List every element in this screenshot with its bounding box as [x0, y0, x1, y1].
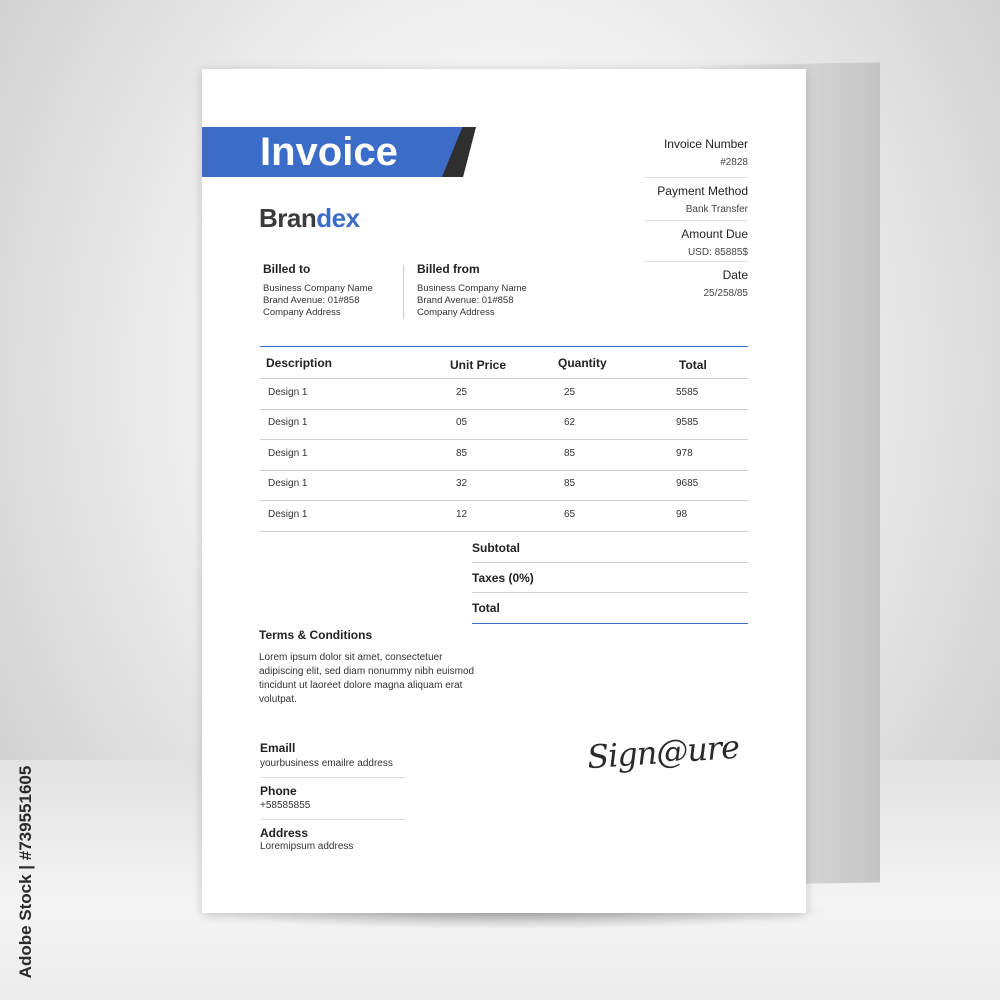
meta-value: Bank Transfer	[685, 204, 748, 215]
cell-description: Design 1	[268, 448, 308, 459]
meta-label: Amount Due	[681, 227, 748, 241]
terms-body: Lorem ipsum dolor sit amet, consectetuer adipiscing elit, sed diam nonummy nibh euismod tincidunt ut laoreet dolore magna aliquam erat volutpat.	[259, 652, 475, 705]
meta-label: Payment Method	[657, 184, 748, 198]
meta-date	[704, 268, 749, 299]
table-rule	[260, 439, 748, 440]
cell-total: 9685	[676, 478, 699, 489]
col-header-unit-price: Unit Price	[450, 358, 507, 372]
total-label: Total	[472, 601, 500, 615]
billed-from-line: Business Company Name	[417, 283, 527, 294]
cell-unit-price: 25	[456, 387, 468, 398]
cell-quantity: 85	[564, 478, 576, 489]
cell-unit-price: 85	[456, 448, 468, 459]
subtotal-label: Subtotal	[472, 541, 520, 555]
address-value: Loremipsum address	[260, 841, 354, 852]
cell-total: 5585	[676, 387, 699, 398]
cell-total: 98	[676, 509, 688, 520]
cell-unit-price: 32	[456, 478, 468, 489]
billed-from-title: Billed from	[417, 262, 480, 276]
cell-quantity: 62	[564, 417, 576, 428]
phone-value: +58585855	[260, 800, 311, 811]
table-rule	[260, 500, 748, 501]
billed-to	[263, 263, 373, 319]
summary-total-rule	[472, 623, 748, 624]
brand-logo	[259, 203, 360, 234]
stock-id: Adobe Stock | #739551605	[16, 765, 35, 979]
billed-to-line: Business Company Name	[263, 283, 373, 294]
email-value: yourbusiness emailre address	[260, 758, 393, 769]
cell-description: Design 1	[268, 509, 308, 520]
cell-unit-price: 05	[456, 417, 468, 428]
col-header-total: Total	[679, 358, 707, 372]
contact-divider	[260, 819, 406, 820]
cell-description: Design 1	[268, 478, 308, 489]
terms-title: Terms & Conditions	[259, 628, 373, 642]
invoice-paper	[202, 69, 806, 913]
taxes-label: Taxes (0%)	[472, 571, 534, 585]
table-top-rule	[260, 346, 748, 347]
meta-label: Date	[722, 268, 748, 282]
cell-total: 978	[676, 448, 693, 459]
meta-label: Invoice Number	[663, 137, 748, 151]
summary-rule	[472, 592, 748, 593]
cell-total: 9585	[676, 417, 699, 428]
cell-description: Design 1	[268, 417, 308, 428]
billed-from-line: Company Address	[417, 307, 495, 318]
cell-quantity: 65	[564, 509, 576, 520]
billed-from-line: Brand Avenue: 01#858	[417, 295, 514, 306]
meta-divider	[644, 177, 748, 178]
table-rule	[260, 531, 748, 532]
invoice-title: Invoice	[260, 130, 398, 174]
meta-invoice-number	[664, 137, 748, 168]
brand-logo-part2: dex	[316, 203, 360, 233]
billed-divider	[403, 265, 404, 319]
cell-description: Design 1	[268, 387, 308, 398]
phone-label: Phone	[260, 784, 297, 798]
col-header-quantity: Quantity	[558, 356, 607, 370]
signature: Sign@ure	[585, 727, 741, 777]
meta-amount-due	[681, 227, 748, 258]
address-label: Address	[260, 826, 309, 840]
email-label: Emaill	[260, 741, 296, 755]
billed-to-line: Company Address	[263, 307, 341, 318]
table-rule	[260, 378, 748, 379]
meta-divider	[644, 220, 748, 221]
billed-from	[417, 263, 527, 319]
table-rule	[260, 470, 748, 471]
brand-logo-part1: Bran	[259, 203, 317, 233]
col-header-description: Description	[266, 356, 333, 370]
contact-divider	[260, 777, 406, 778]
billed-to-title: Billed to	[263, 262, 311, 276]
cell-quantity: 25	[564, 387, 576, 398]
cell-unit-price: 12	[456, 509, 468, 520]
meta-payment-method	[657, 184, 748, 215]
meta-value: USD: 85885$	[687, 247, 748, 258]
billed-to-line: Brand Avenue: 01#858	[263, 295, 360, 306]
meta-value: 25/258/85	[703, 288, 748, 299]
meta-divider	[644, 261, 748, 262]
meta-value: #2828	[720, 157, 748, 168]
cell-quantity: 85	[564, 448, 576, 459]
summary-rule	[472, 562, 748, 563]
table-rule	[260, 409, 748, 410]
